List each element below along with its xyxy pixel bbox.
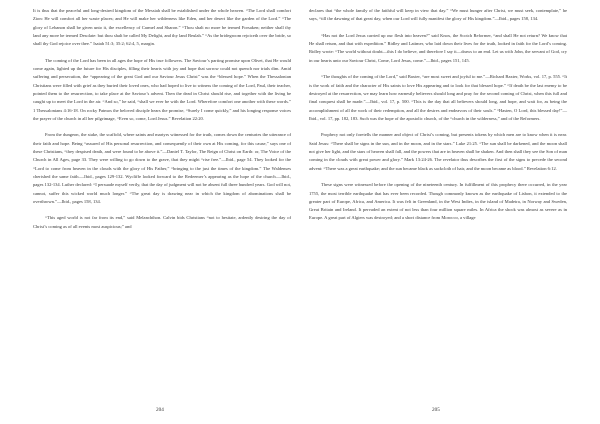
paragraph-gap [309, 24, 567, 32]
right-paragraph-1: declares that “the whole family of the faithful will keep in view that day.” “We must hunger after Christ, we must seek, contemplate,” he says, “till the dawning of that great day, when our Lord will fully manifest the glory of His kingdom.”—Ibid., pages 158, 134. [309, 8, 567, 22]
left-paragraph-3: From the dungeon, the stake, the scaffold, where saints and martyrs witnessed for the truth, comes down the centuries the utterance of their faith and hope. Being “assured of His personal resurrection, and consequently of their own at His coming, for this cause,” says one of these Christians, “they despised death, and were found to be above it.”—Daniel T. Taylor, The Reign of Christ on Earth: or, The Voice of the Church in All Ages, page 33. They were willing to go down to the grave, that they might “rise free.”—Ibid., page 54. They looked for the “Lord to come from heaven in the clouds with the glory of His Father,” “bringing to the just the times of the kingdom.” The Waldenses cherished the same faith.—Ibid., pages 129-132. Wycliffe looked forward to the Redeemer’s appearing as the hope of the church.—Ibid., pages 132-134. Luther declared: “I persuade myself verily, that the day of judgment will not be absent full three hundred years. God will not, cannot, suffer this wicked world much longer.” “The great day is drawing near in which the kingdom of abominations shall be overthrown.”—Ibid., pages 158, 134. [33, 132, 291, 204]
paragraph-gap [309, 123, 567, 131]
right-page-number: 205 [432, 407, 440, 413]
right-paragraph-3: “The thoughts of the coming of the Lord,” said Baxter, “are most sweet and joyful to me.”—Richard Baxter, Works, vol. 17, p. 555. “It is the work of faith and the character of His saints to love His appearing and to look for that blessed hope.” “If death be the last enemy to be destroyed at the resurrection, we may learn how earnestly believers should long and pray for the second coming of Christ, when this full and final conquest shall be made.”—Ibid., vol. 17, p. 500. “This is the day that all believers should long, and hope, and wait for, as being the accomplishment of all the work of their redemption, and all the desires and endeavors of their souls.” “Hasten, O Lord, this blessed day!”—Ibid., vol. 17, pp. 182, 183. Such was the hope of the apostolic church, of the “church in the wilderness,” and of the Reformers. [309, 74, 567, 121]
paragraph-gap [33, 123, 291, 131]
paragraph-gap [33, 206, 291, 214]
right-paragraph-5: These signs were witnessed before the opening of the nineteenth century. In fulfillment of this prophecy there occurred, in the year 1755, the most terrible earthquake that has ever been recorded. Though commonly known as the earthquake of Lisbon, it extended to the greater part of Europe, Africa, and America. It was felt in Greenland, in the West Indies, in the island of Madeira, in Norway and Sweden, Great Britain and Ireland. It pervaded an extent of not less than four million square miles. In Africa the shock was almost as severe as in Europe. A great part of Algiers was destroyed; and a short distance from Morocco, a village [309, 182, 567, 221]
right-page [309, 7, 567, 223]
right-paragraph-2: “Has not the Lord Jesus carried up our flesh into heaven?” said Knox, the Scotch Reformer, “and shall He not return? We know that He shall return, and that with expedition.” Ridley and Latimer, who laid down their lives for the truth, looked in faith for the Lord’s coming. Ridley wrote: “The world without doubt—this I do believe, and therefore I say it—draws to an end. Let us with John, the servant of God, cry in our hearts unto our Saviour Christ, Come, Lord Jesus, come.”—Ibid., pages 151, 145. [309, 32, 567, 63]
paragraph-gap [309, 173, 567, 181]
left-paragraph-2: The coming of the Lord has been in all ages the hope of His true followers. The Saviour’s parting promise upon Olivet, that He would come again, lighted up the future for His disciples, filling their hearts with joy and hope that sorrow could not quench nor trials dim. Amid suffering and persecution, the “appearing of the great God and our Saviour Jesus Christ” was the “blessed hope.” When the Thessalonian Christians were filled with grief as they buried their loved ones, who had hoped to live to witness the coming of the Lord, Paul, their teacher, pointed them to the resurrection, to take place at the Saviour’s advent. Then the dead in Christ should rise, and together with the living be caught up to meet the Lord in the air. “And so,” he said, “shall we ever be with the Lord. Wherefore comfort one another with these words.” 1 Thessalonians 4:16-18. On rocky Patmos the beloved disciple hears the promise, “Surely I come quickly,” and his longing response voices the prayer of the church in all her pilgrimage, “Even so, come, Lord Jesus.” Revelation 22:20. [33, 57, 291, 121]
left-page [33, 7, 291, 231]
paragraph-gap [309, 65, 567, 73]
right-paragraph-4: Prophecy not only foretells the manner and object of Christ’s coming, but presents tokens by which men are to know when it is near. Said Jesus: “There shall be signs in the sun, and in the moon, and in the stars.” Luke 21:25. “The sun shall be darkened, and the moon shall not give her light, and the stars of heaven shall fall, and the powers that are in heaven shall be shaken. And then shall they see the Son of man coming in the clouds with great power and glory.” Mark 13:24-26. The revelator thus describes the first of the signs to precede the second advent: “There was a great earthquake; and the sun became black as sackcloth of hair, and the moon became as blood.” Revelation 6:12. [309, 132, 567, 171]
left-paragraph-1: It is thus that the peaceful and long-desired kingdom of the Messiah shall be established under the whole heaven. “The Lord shall comfort Zion: He will comfort all her waste places; and He will make her wilderness like Eden, and her desert like the garden of the Lord.” “The glory of Lebanon shall be given unto it, the excellency of Carmel and Sharon.” “Thou shalt no more be termed Forsaken; neither shall thy land any more be termed Desolate: but thou shalt be called My Delight, and thy land Beulah.” “As the bridegroom rejoiceth over the bride, so shall thy God rejoice over thee.” Isaiah 51:3; 35:2; 62:4, 5, margin. [33, 8, 291, 47]
left-page-number: 204 [156, 407, 164, 413]
left-paragraph-4: “This aged world is not far from its end,” said Melanchthon. Calvin bids Christians “not to hesitate, ardently desiring the day of Christ’s coming as of all events most auspicious;” and [33, 215, 291, 229]
paragraph-gap [33, 48, 291, 56]
